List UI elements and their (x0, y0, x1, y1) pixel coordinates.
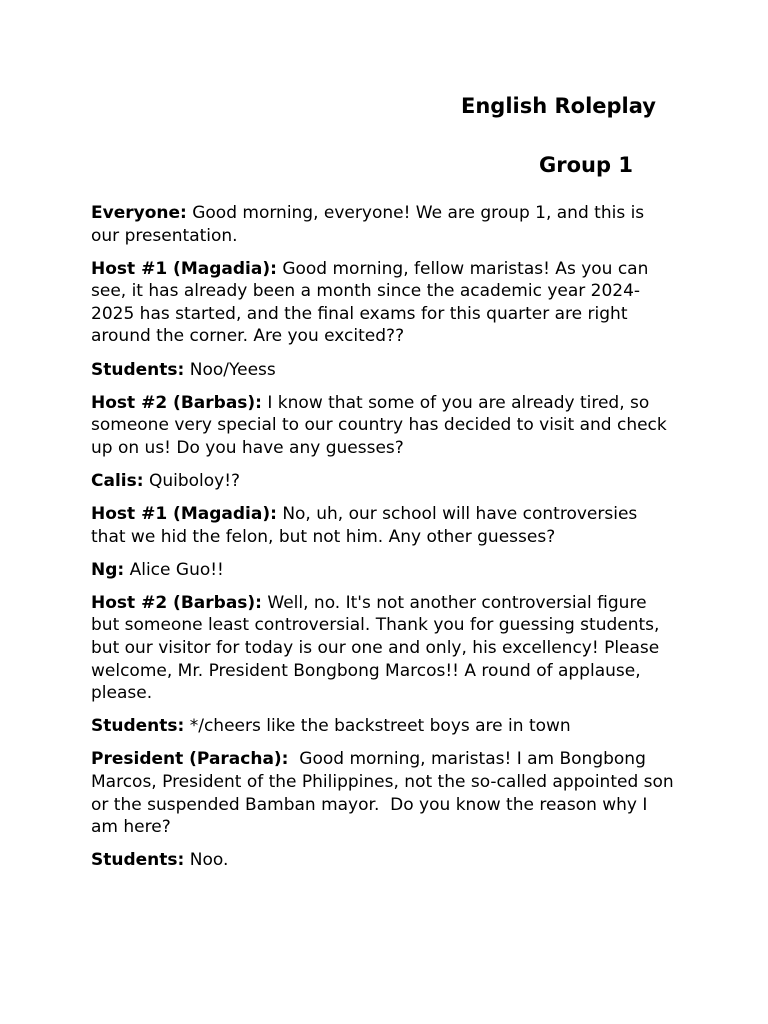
dialogue-text: Quiboloy!? (148, 470, 241, 491)
dialogue-line (91, 202, 677, 247)
dialogue-text: Alice Guo!! (129, 559, 224, 580)
speaker-label: Ng: (91, 559, 125, 580)
dialogue-text: Good morning, everyone! We are group 1, and this is our presentation. (91, 203, 645, 246)
dialogue-text: Noo. (189, 850, 229, 871)
document-subtitle: Group 1 (539, 153, 633, 177)
roleplay-script (91, 202, 680, 882)
dialogue-line (91, 258, 677, 348)
speaker-label: Host #1 (Magadia): (91, 258, 277, 279)
dialogue-line (91, 849, 677, 872)
speaker-label: Students: (91, 716, 185, 737)
dialogue-line (91, 392, 677, 460)
dialogue-text: I know that some of you are already tired, so someone very special to our country has decided to visit and check up on us! Do you have any guesses? (91, 392, 667, 458)
speaker-label: President (Paracha): (91, 749, 289, 770)
speaker-label: Calis: (91, 470, 144, 491)
dialogue-line (91, 748, 680, 838)
dialogue-line (91, 592, 677, 705)
dialogue-line (91, 715, 677, 738)
dialogue-line (91, 503, 677, 548)
speaker-label: Students: (91, 359, 185, 380)
dialogue-line (91, 359, 677, 382)
speaker-label: Everyone: (91, 203, 187, 223)
dialogue-text: Good morning, maristas! I am Bongbong Marcos, President of the Philippines, not the so-called appointed son or the suspended Bamban mayor. Do you know the reason why I am here? (91, 749, 680, 838)
dialogue-text: Well, no. It's not another controversial figure but someone least controversial. Thank you for guessing students, but our visitor for today is our one and only, his excellency! Please welcome, Mr. President Bongbong Marcos!! A round of applause, please. (91, 592, 660, 704)
document-title: English Roleplay (461, 94, 656, 118)
speaker-label: Host #2 (Barbas): (91, 392, 262, 413)
dialogue-text: */cheers like the backstreet boys are in town (189, 716, 571, 737)
dialogue-text: No, uh, our school will have controversies that we hid the felon, but not him. Any other guesses? (91, 504, 638, 547)
speaker-label: Host #2 (Barbas): (91, 592, 262, 613)
speaker-label: Host #1 (Magadia): (91, 504, 277, 525)
speaker-label: Students: (91, 850, 185, 871)
dialogue-text: Good morning, fellow maristas! As you can see, it has already been a month since the academic year 2024-2025 has started, and the final exams for this quarter are right around the corner. Are you excited?? (91, 258, 649, 347)
dialogue-line (91, 470, 677, 493)
dialogue-text: Noo/Yeess (189, 359, 276, 380)
dialogue-line (91, 559, 677, 582)
